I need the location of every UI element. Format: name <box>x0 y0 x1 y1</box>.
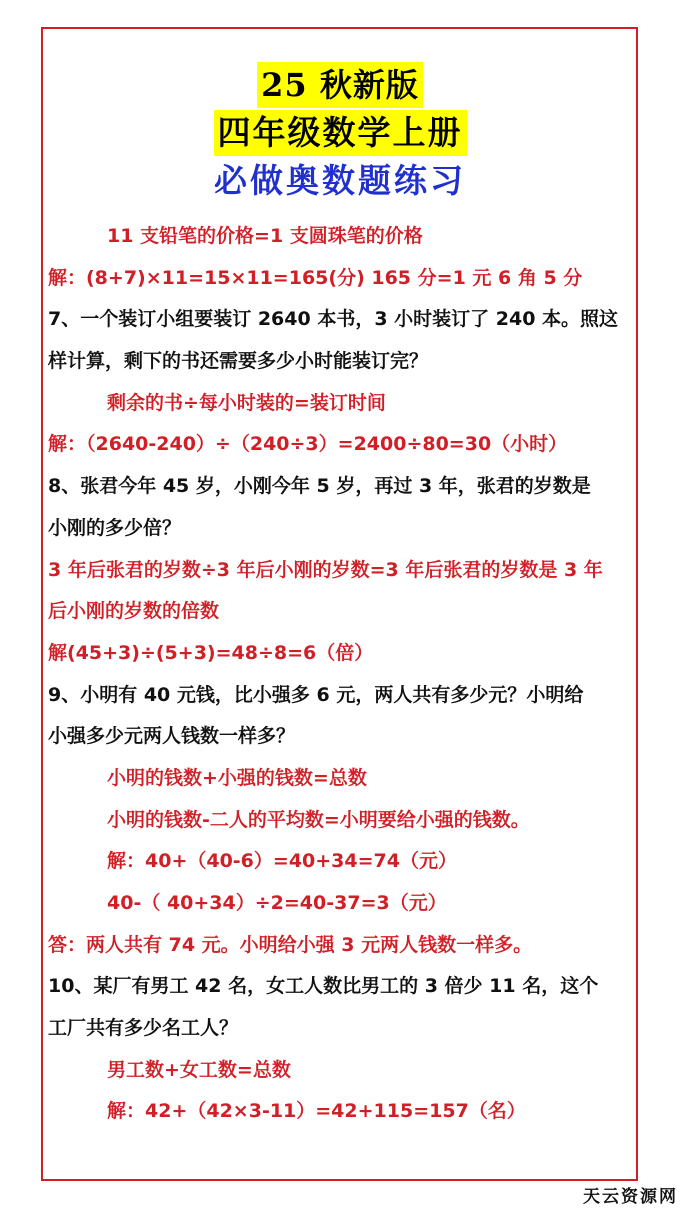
text-line: 8、张君今年 45 岁，小刚今年 5 岁，再过 3 年，张君的岁数是 <box>48 475 591 498</box>
text-line: 男工数+女工数=总数 <box>107 1058 291 1081</box>
text-line: 解：（2640-240）÷（240÷3）=2400÷80=30（小时） <box>48 433 568 456</box>
text-line: 解：40+（40-6）=40+34=74（元） <box>107 850 457 873</box>
text-line: 剩余的书÷每小时装的=装订时间 <box>107 391 386 414</box>
text-line: 解：42+（42×3-11）=42+115=157（名） <box>107 1100 526 1123</box>
text-line: 小强多少元两人钱数一样多？ <box>48 725 296 748</box>
text-line: 解：(8+7)×11=15×11=165(分) 165 分=1 元 6 角 5 分 <box>48 266 583 289</box>
text-line: 40-（ 40+34）÷2=40-37=3（元） <box>107 892 447 914</box>
text-line: 3 年后张君的岁数÷3 年后小刚的岁数=3 年后张君的岁数是 3 年 <box>48 558 603 581</box>
text-line: 9、小明有 40 元钱，比小强多 6 元，两人共有多少元？小明给 <box>48 683 584 706</box>
exercise-content <box>48 216 638 1133</box>
text-line: 后小刚的岁数的倍数 <box>48 600 220 623</box>
text-line: 工厂共有多少名工人？ <box>48 1017 239 1040</box>
title-edition: 25 秋新版 <box>257 62 423 108</box>
text-line: 小刚的多少倍？ <box>48 516 182 539</box>
title-block <box>0 62 680 204</box>
title-subtitle: 必做奥数题练习 <box>214 161 466 200</box>
watermark: 天云资源网 <box>583 1187 678 1207</box>
text-line: 11 支铅笔的价格=1 支圆珠笔的价格 <box>107 225 423 247</box>
text-line: 10、某厂有男工 42 名，女工人数比男工的 3 倍少 11 名，这个 <box>48 975 599 998</box>
title-grade: 四年级数学上册 <box>214 110 467 156</box>
text-line: 小明的钱数+小强的钱数=总数 <box>107 766 367 789</box>
text-line: 答：两人共有 74 元。小明给小强 3 元两人钱数一样多。 <box>48 933 533 956</box>
text-line: 解(45+3)÷(5+3)=48÷8=6（倍） <box>48 641 374 664</box>
text-line: 7、一个装订小组要装订 2640 本书，3 小时装订了 240 本。照这 <box>48 308 619 331</box>
text-line: 样计算，剩下的书还需要多少小时能装订完？ <box>48 350 429 373</box>
text-line: 小明的钱数-二人的平均数=小明要给小强的钱数。 <box>107 808 530 831</box>
